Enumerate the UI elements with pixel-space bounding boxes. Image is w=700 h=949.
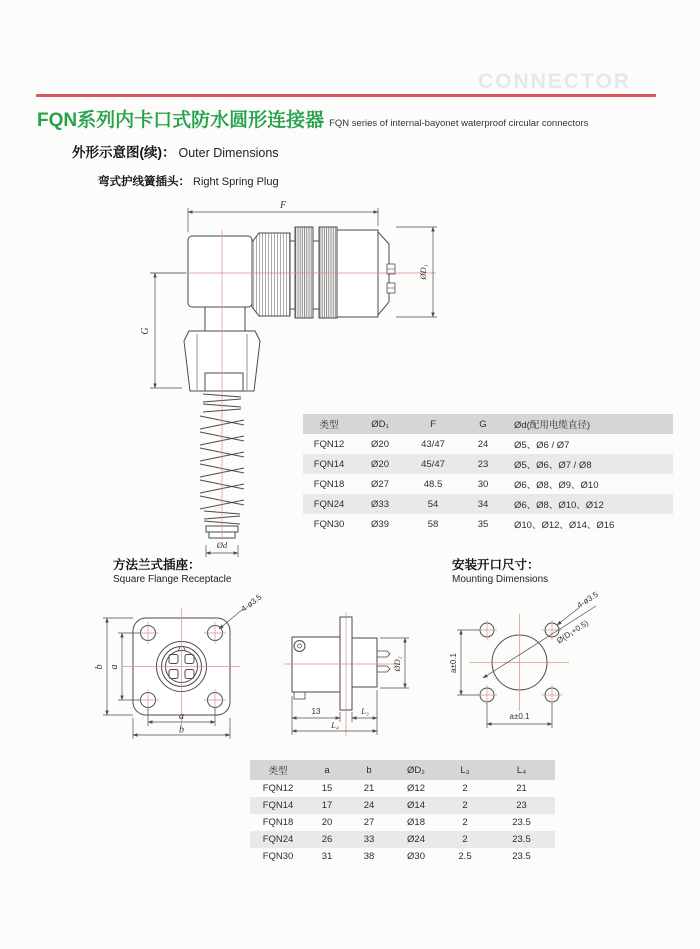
receptacle-side-view [292, 617, 390, 710]
table-cell: Ø6、Ø8、Ø9、Ø10 [514, 480, 599, 491]
table-cell: 2.5 [458, 851, 472, 862]
table-cell: 38 [363, 851, 375, 862]
cutout-diameter-label: Ø(D₁+0.5) [555, 618, 591, 646]
table-cell: 20 [321, 817, 333, 828]
table-cell: Ø20 [371, 438, 389, 450]
watermark-text: CONNECTOR [478, 70, 631, 93]
table-cell: 2 [462, 834, 468, 845]
dim-label-g: G [140, 327, 151, 335]
plug-dimensions-table-wrapper [303, 414, 673, 534]
knurled-ring-1 [295, 227, 313, 318]
mounting-title-en: Mounting Dimensions [452, 574, 549, 585]
table-cell: FQN18 [262, 817, 294, 828]
table-cell: Ø27 [371, 478, 389, 490]
rear-shell [352, 638, 377, 687]
table-cell: FQN24 [313, 498, 345, 510]
table-cell: FQN14 [313, 458, 345, 470]
table-cell: Ø33 [371, 498, 389, 510]
dim-label-f: F [279, 200, 287, 211]
page-title-cn: FQN系列内卡口式防水圆形连接器 [37, 110, 325, 131]
receptacle-dimensions-table [250, 760, 555, 865]
table-cell: 21 [363, 783, 375, 794]
dim-label-a-left: a±0.1 [449, 653, 458, 673]
table-cell: 24 [477, 438, 489, 450]
table-cell: FQN24 [262, 834, 294, 845]
table-cell: 23.5 [512, 851, 531, 862]
section-title-cn: 外形示意图(续)： [72, 145, 176, 160]
coupling-knurl [252, 233, 290, 316]
table-cell: 48.5 [423, 478, 443, 490]
table-cell: 27 [363, 817, 375, 828]
column-header: L₃ [442, 760, 488, 780]
page-title-en: FQN series of internal-bayonet waterproof circular connectors [329, 118, 589, 129]
column-header: F [405, 414, 461, 434]
table-cell: 23 [477, 458, 489, 470]
table-cell: FQN12 [262, 783, 294, 794]
table-cell: 23.5 [512, 817, 531, 828]
elbow-body [188, 236, 252, 307]
dim-label-a-left: a [109, 664, 120, 670]
table-cell: 33 [363, 834, 375, 845]
table-cell: 35 [477, 518, 489, 530]
contact-pin [377, 666, 390, 672]
flange-title-en: Square Flange Receptacle [113, 574, 232, 585]
bottom-tab [294, 692, 305, 699]
table-cell: 45/47 [421, 458, 445, 470]
dim-label-b-bottom: b [179, 724, 184, 736]
table-cell: 2 [462, 817, 468, 828]
column-header: ØD₂ [390, 760, 442, 780]
table-cell: FQN14 [262, 800, 294, 811]
dim-label-a-bottom: a [179, 711, 184, 722]
table-row [303, 434, 673, 454]
dim-label-l3: L₃ [361, 706, 369, 716]
dim-label-d1: ØD₁ [418, 264, 428, 280]
table-cell: 23.5 [512, 834, 531, 845]
dim-label-d2: ØD₂ [392, 656, 402, 672]
table-row [250, 797, 555, 814]
column-header: a [306, 760, 348, 780]
table-row [250, 780, 555, 797]
receptacle-dimensions-table-wrapper [250, 760, 555, 865]
table-cell: 2 [462, 800, 468, 811]
table-cell: 15 [321, 783, 333, 794]
section-title-en: Outer Dimensions [178, 146, 279, 160]
table-cell: 58 [427, 518, 439, 530]
rear-body [337, 230, 378, 317]
table-cell: Ø20 [371, 458, 389, 470]
table-cell: 2 [462, 783, 468, 794]
table-header-row [250, 760, 555, 780]
table-cell: Ø39 [371, 518, 389, 530]
column-header: G [461, 414, 505, 434]
contact-pin [377, 651, 390, 657]
table-cell: Ø30 [407, 851, 425, 862]
table-cell: Ø10、Ø12、Ø14、Ø16 [514, 520, 615, 531]
table-cell: FQN30 [313, 518, 345, 530]
table-cell: 54 [427, 498, 439, 510]
subsection-title-en: Right Spring Plug [193, 176, 279, 188]
table-cell: FQN12 [313, 438, 345, 450]
table-cell: 26 [321, 834, 333, 845]
mounting-centerlines [470, 614, 569, 711]
table-cell: Ø12 [407, 783, 425, 794]
table-row [250, 831, 555, 848]
side-body [292, 637, 340, 692]
dim-label-l4: L₄ [331, 720, 339, 730]
holes-label: 4-ø3.5 [239, 592, 264, 614]
table-cell: Ø5、Ø6、Ø7 / Ø8 [514, 460, 592, 471]
column-header: ØD₁ [355, 414, 405, 434]
table-row [303, 514, 673, 534]
table-cell: Ø24 [407, 834, 425, 845]
table-cell: 17 [321, 800, 333, 811]
column-header: 类型 [303, 414, 355, 434]
dim-label-d: Ød [216, 540, 228, 550]
table-cell: 23 [516, 800, 527, 811]
table-cell: Ø18 [407, 817, 425, 828]
column-header: Ød(配用电缆直径) [505, 414, 673, 434]
dim-label-a-bottom: a±0.1 [509, 712, 530, 721]
plug-dimensions-table [303, 414, 673, 534]
column-header: b [348, 760, 390, 780]
table-cell: 24 [363, 800, 375, 811]
column-header: L₄ [488, 760, 555, 780]
table-cell: Ø6、Ø8、Ø10、Ø12 [514, 500, 604, 511]
elbow-neck [205, 307, 245, 331]
mounting-title-cn: 安装开口尺寸： [452, 558, 540, 572]
table-cell: Ø5、Ø6 / Ø7 [514, 440, 570, 451]
table-cell: 21 [516, 783, 527, 794]
table-cell: 34 [477, 498, 489, 510]
table-cell: Ø14 [407, 800, 425, 811]
table-row [303, 454, 673, 474]
subsection-title-cn: 弯式护线簧插头： [98, 176, 190, 188]
knurled-ring-2 [319, 227, 337, 318]
table-header-row [303, 414, 673, 434]
flange-title-cn: 方法兰式插座： [113, 558, 201, 572]
table-row [250, 848, 555, 865]
table-cell: 30 [477, 478, 489, 490]
table-cell: 43/47 [421, 438, 445, 450]
dim-label-13: 13 [311, 707, 321, 716]
table-row [250, 814, 555, 831]
dim-label-b-left: b [94, 664, 105, 670]
table-row [303, 474, 673, 494]
holes-label: 4-ø3.5 [575, 589, 600, 610]
table-cell: FQN18 [313, 478, 345, 490]
table-row [303, 494, 673, 514]
table-cell: 31 [321, 851, 333, 862]
column-header: 类型 [250, 760, 306, 780]
table-cell: FQN30 [262, 851, 294, 862]
